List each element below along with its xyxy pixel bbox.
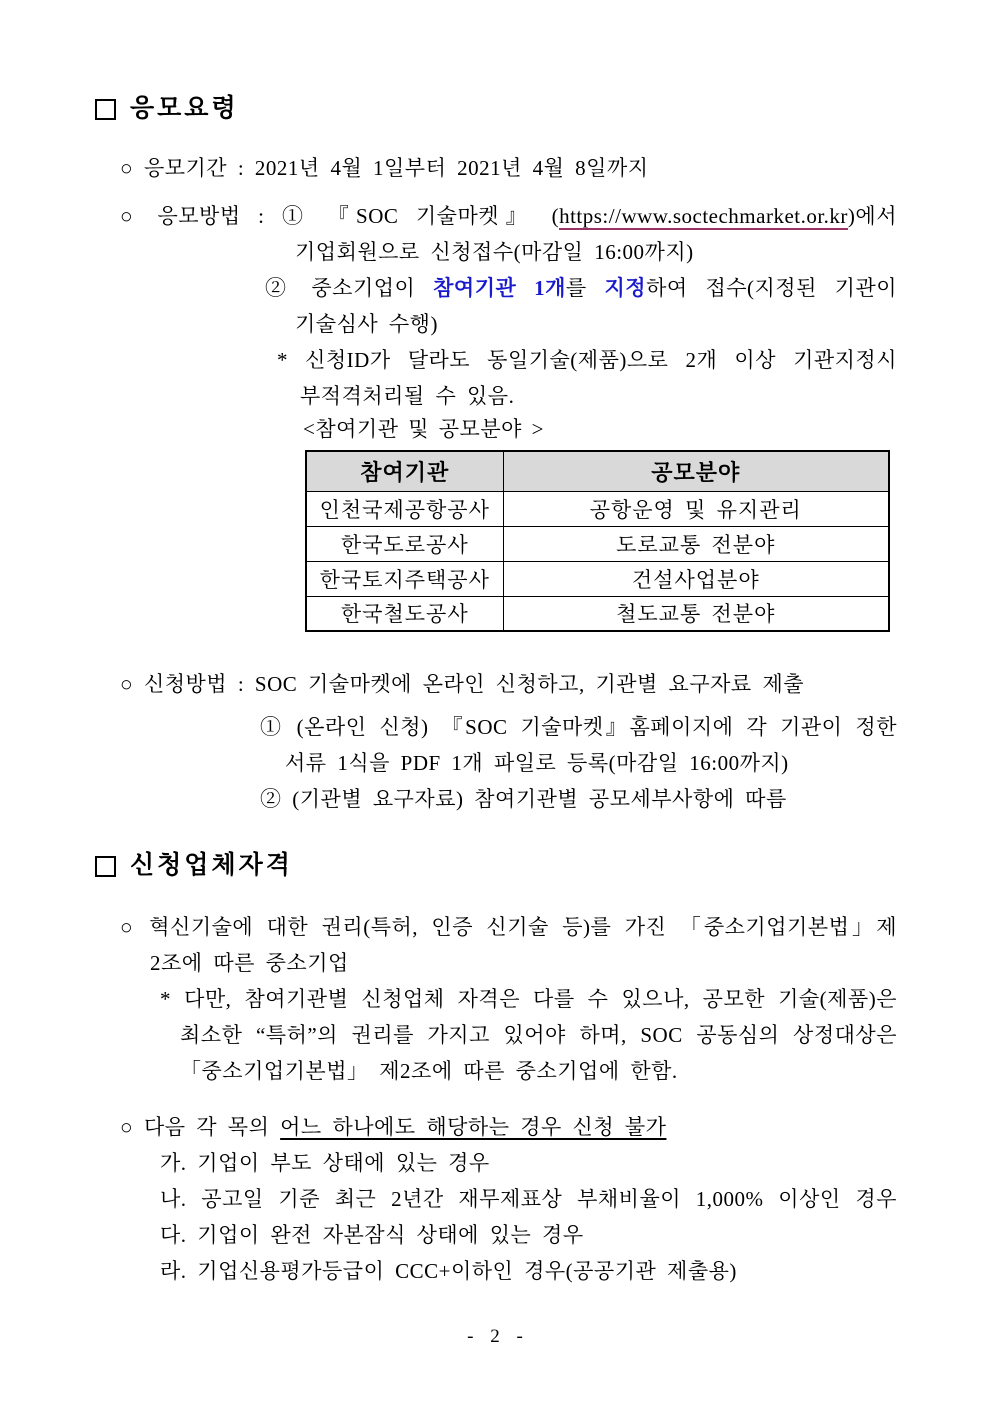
field-cell: 건설사업분야 <box>503 561 889 596</box>
qual-note-line1 <box>160 981 897 1017</box>
method-item1-line2: 기업회원으로 신청접수(마감일 16:00까지) <box>295 240 694 264</box>
square-bullet-icon <box>95 856 116 877</box>
method-label: 응모방법 : <box>157 204 265 228</box>
table-row <box>306 526 889 561</box>
case-item: 나. 공고일 기준 최근 2년간 재무제표상 부채비율이 1,000% 이상인 경우 <box>160 1187 897 1211</box>
col-header-field: 공모분야 <box>503 451 889 491</box>
table-row <box>306 596 889 631</box>
circle-bullet-icon: ○ <box>120 204 140 228</box>
circle-bullet-icon: ○ <box>120 156 134 180</box>
note-text: 신청ID가 달라도 동일기술(제품)으로 2개 이상 기관지정시 <box>305 348 897 372</box>
underlined-phrase: 어느 하나에도 해당하는 경우 신청 불가 <box>280 1115 667 1139</box>
method-item2-line1 <box>265 270 897 306</box>
qual-item1-line1 <box>120 909 897 945</box>
circle-bullet-icon: ○ <box>120 915 136 939</box>
table-header-row <box>306 451 889 491</box>
method-item1-post: )에서 <box>847 204 897 228</box>
soctechmarket-link[interactable]: https://www.soctechmarket.or.kr <box>559 204 848 228</box>
col-header-org: 참여기관 <box>306 451 503 491</box>
method-item1-pre: 『SOC 기술마켓』 ( <box>327 204 560 228</box>
item-number: ② <box>265 276 294 300</box>
qual-note-line3: 「중소기업기본법」 제2조에 따른 중소기업에 한함. <box>180 1059 678 1083</box>
section-title: 신청업체자격 <box>130 852 293 879</box>
org-cell: 한국철도공사 <box>306 596 503 631</box>
asterisk-marker: * <box>277 348 288 372</box>
circle-bullet-icon: ○ <box>120 1115 134 1139</box>
period-label: 응모기간 : <box>143 156 245 180</box>
table-row <box>306 491 889 526</box>
field-cell: 철도교통 전분야 <box>503 596 889 631</box>
emphasis-blue: 참여기관 1개 <box>433 276 566 300</box>
qual-note-line2: 최소한 “특허”의 권리를 가지고 있어야 하며, SOC 공동심의 상정대상은 <box>180 1023 897 1047</box>
item-number: ① <box>281 204 311 228</box>
case-item: 가. 기업이 부도 상태에 있는 경우 <box>160 1151 490 1175</box>
case-item: 라. 기업신용평가등급이 CCC+이하인 경우(공공기관 제출용) <box>160 1259 737 1283</box>
apply-line <box>120 666 897 702</box>
method-line-1 <box>120 198 897 234</box>
field-cell: 도로교통 전분야 <box>503 526 889 561</box>
circle-bullet-icon: ○ <box>120 672 134 696</box>
qual-item2-line <box>120 1109 897 1145</box>
method-item2-t2: 를 <box>565 276 587 300</box>
qual-item2-lead: 다음 각 목의 <box>143 1115 270 1139</box>
method-note-line2: 부적격처리될 수 있음. <box>300 384 515 408</box>
note-text: 다만, 참여기관별 신청업체 자격은 다를 수 있으나, 공모한 기술(제품)은 <box>184 987 897 1011</box>
apply-head: SOC 기술마켓에 온라인 신청하고, 기관별 요구자료 제출 <box>254 672 805 696</box>
org-cell: 인천국제공항공사 <box>306 491 503 526</box>
apply-label: 신청방법 : <box>143 672 245 696</box>
apply-item2: ② (기관별 요구자료) 참여기관별 공모세부사항에 따름 <box>260 787 787 811</box>
asterisk-marker: * <box>160 987 171 1011</box>
table-row <box>306 561 889 596</box>
method-item2-t3: 하여 접수(지정된 기관이 <box>646 276 898 300</box>
page-number: - 2 - <box>467 1326 525 1347</box>
method-note-line1 <box>277 342 897 378</box>
org-cell: 한국토지주택공사 <box>306 561 503 596</box>
table-caption: <참여기관 및 공모분야 > <box>303 417 545 441</box>
participating-orgs-table <box>305 450 890 632</box>
qual-text: 혁신기술에 대한 권리(특허, 인증 신기술 등)를 가진 「중소기업기본법」제 <box>149 915 897 939</box>
method-item2-t1: 중소기업이 <box>311 276 416 300</box>
qual-item1-line2: 2조에 따른 중소기업 <box>150 951 349 975</box>
field-cell: 공항운영 및 유지관리 <box>503 491 889 526</box>
apply-item1-line1: ① (온라인 신청) 『SOC 기술마켓』홈페이지에 각 기관이 정한 <box>260 715 897 739</box>
period-line <box>120 150 897 186</box>
method-item2-line2: 기술심사 수행) <box>295 312 438 336</box>
emphasis-blue: 지정 <box>604 276 647 300</box>
section-heading-recruit <box>95 92 897 126</box>
section-title: 응모요령 <box>130 95 239 122</box>
period-text: 2021년 4월 1일부터 2021년 4월 8일까지 <box>254 156 649 180</box>
org-cell: 한국도로공사 <box>306 526 503 561</box>
case-item: 다. 기업이 완전 자본잠식 상태에 있는 경우 <box>160 1223 584 1247</box>
apply-item1-line2: 서류 1식을 PDF 1개 파일로 등록(마감일 16:00까지) <box>285 751 789 775</box>
section-heading-qualification <box>95 849 897 883</box>
square-bullet-icon <box>95 99 116 120</box>
